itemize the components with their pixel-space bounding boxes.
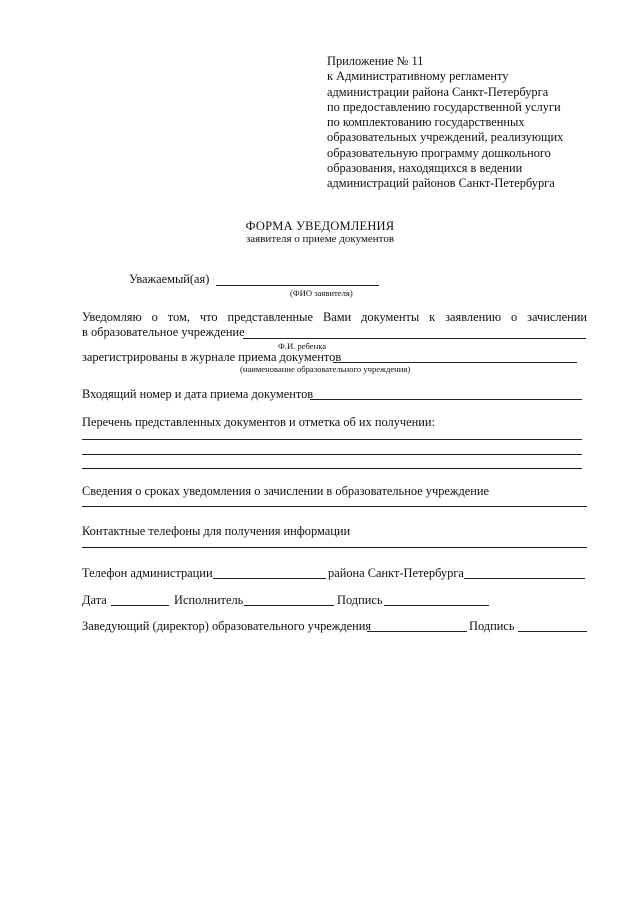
incoming-label: Входящий номер и дата приема документов — [82, 387, 314, 401]
terms-label: Сведения о сроках уведомления о зачислении в образовательное учреждение — [82, 484, 490, 498]
institution-caption: (наименование образовательного учреждения) — [240, 364, 411, 374]
appendix-line: к Административному регламенту — [327, 69, 509, 84]
appendix-line: администраций районов Санкт-Петербурга — [327, 176, 555, 191]
appendix-line: образования, находящихся в ведении — [327, 161, 523, 176]
doc-list-line[interactable] — [82, 468, 582, 469]
applicant-caption: (ФИО заявителя) — [290, 288, 353, 298]
appendix-line: образовательных учреждений, реализующих — [327, 130, 564, 145]
terms-field[interactable] — [82, 506, 587, 507]
district-label: района Санкт-Петербурга — [328, 566, 464, 580]
district-field[interactable] — [464, 578, 585, 579]
doc-list-line[interactable] — [82, 454, 582, 455]
contacts-label: Контактные телефоны для получения информации — [82, 524, 351, 538]
notify-line-1: Уведомляю о том, что представленные Вами документы к заявлению о зачислении — [82, 310, 587, 324]
form-title: ФОРМА УВЕДОМЛЕНИЯ — [245, 219, 395, 233]
executor-field[interactable] — [244, 605, 334, 606]
signature-field[interactable] — [384, 605, 489, 606]
head-label: Заведующий (директор) образовательного учреждения — [82, 619, 372, 633]
doc-list-label: Перечень представленных документов и отметка об их получении: — [82, 415, 435, 429]
notify-line-2: в образовательное учреждение — [82, 325, 245, 339]
signature2-label: Подпись — [469, 619, 515, 633]
appendix-line: по комплектованию государственных — [327, 115, 525, 130]
admin-phone-field[interactable] — [213, 578, 326, 579]
contacts-field[interactable] — [82, 547, 587, 548]
child-caption: Ф.И. ребенка — [278, 341, 327, 351]
appendix-line: администрации района Санкт-Петербурга — [327, 84, 549, 99]
signature-label: Подпись — [337, 593, 383, 607]
admin-phone-label: Телефон администрации — [82, 566, 213, 580]
head-field[interactable] — [367, 631, 467, 632]
appendix-line: образовательную программу дошкольного — [327, 145, 551, 160]
form-subtitle: заявителя о приеме документов — [245, 233, 395, 245]
date-field[interactable] — [111, 605, 169, 606]
signature2-field[interactable] — [518, 631, 587, 632]
applicant-name-field[interactable] — [216, 285, 379, 286]
greeting-label: Уважаемый(ая) — [129, 272, 210, 286]
appendix-header — [327, 54, 563, 192]
child-name-field[interactable] — [243, 338, 586, 339]
date-label: Дата — [82, 593, 107, 607]
appendix-line: по предоставлению государственной услуги — [327, 99, 561, 114]
registered-label: зарегистрированы в журнале приема документов — [82, 350, 342, 364]
doc-list-line[interactable] — [82, 439, 582, 440]
institution-field[interactable] — [333, 362, 577, 363]
incoming-field[interactable] — [310, 399, 582, 400]
executor-label: Исполнитель — [174, 593, 244, 607]
appendix-line: Приложение № 11 — [327, 54, 424, 68]
